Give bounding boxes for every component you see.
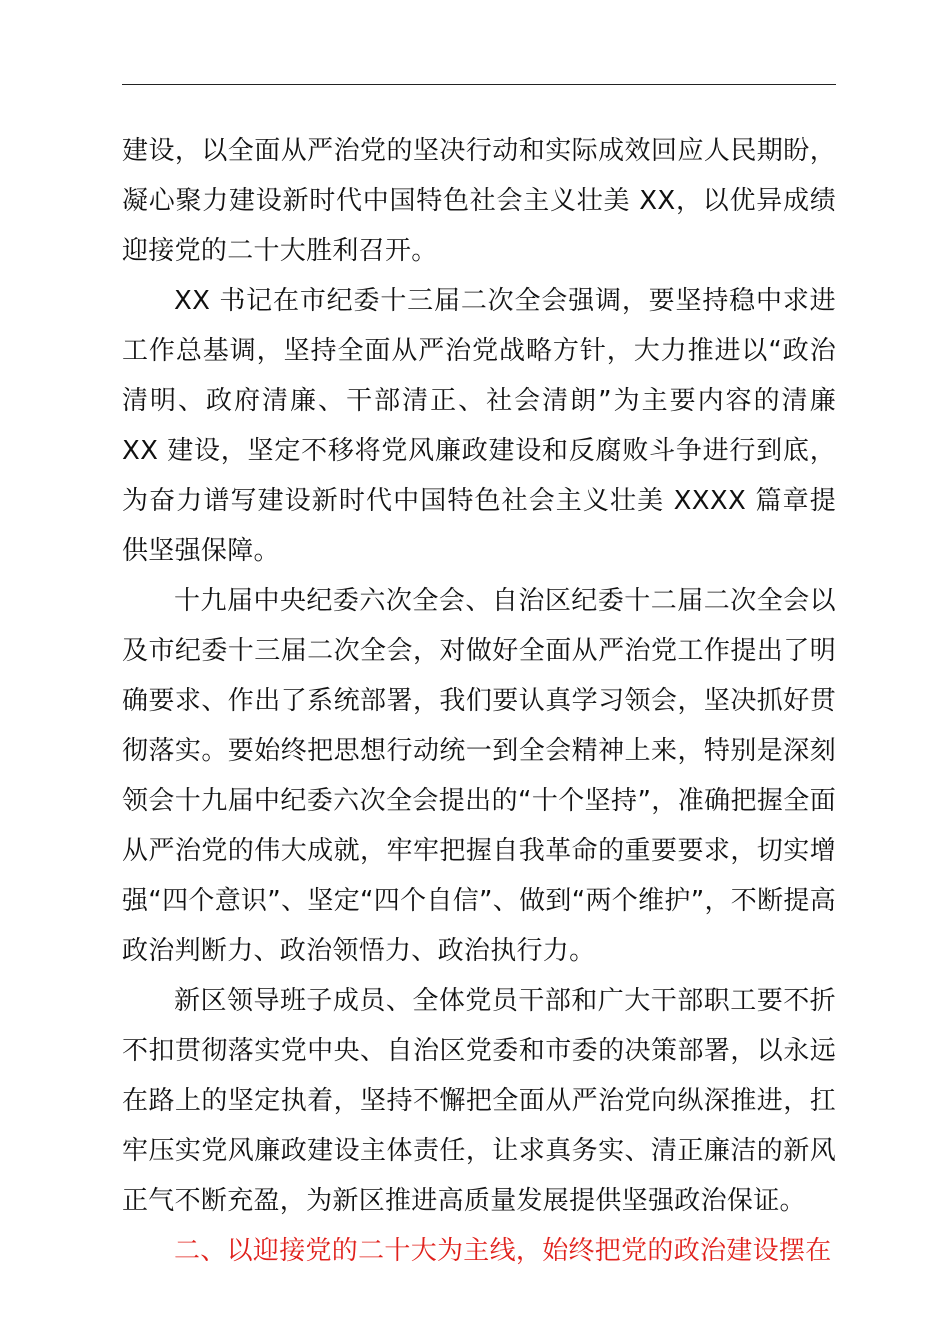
section-heading: 二、以迎接党的二十大为主线，始终把党的政治建设摆在: [174, 1236, 832, 1266]
paragraph-1: 建设，以全面从严治党的坚决行动和实际成效回应人民期盼，凝心聚力建设新时代中国特色社会主义壮美 XX，以优异成绩迎接党的二十大胜利召开。: [122, 136, 836, 266]
document-body: [122, 126, 836, 1276]
header-rule: [122, 84, 836, 85]
paragraph-4: 新区领导班子成员、全体党员干部和广大干部职工要不折不扣贯彻落实党中央、自治区党委和市委的决策部署，以永远在路上的坚定执着，坚持不懈把全面从严治党向纵深推进，扛牢压实党风廉政建设主体责任，让求真务实、清正廉洁的新风正气不断充盈，为新区推进高质量发展提供坚强政治保证。: [122, 986, 836, 1216]
paragraph-2: XX 书记在市纪委十三届二次全会强调，要坚持稳中求进工作总基调，坚持全面从严治党战略方针，大力推进以“政治清明、政府清廉、干部清正、社会清朗”为主要内容的清廉 XX 建设，坚定不移将党风廉政建设和反腐败斗争进行到底，为奋力谱写建设新时代中国特色社会主义壮美 XXXX 篇章提供坚强保障。: [122, 286, 836, 566]
paragraph-3: 十九届中央纪委六次全会、自治区纪委十二届二次全会以及市纪委十三届二次全会，对做好全面从严治党工作提出了明确要求、作出了系统部署，我们要认真学习领会，坚决抓好贯彻落实。要始终把思想行动统一到全会精神上来，特别是深刻领会十九届中纪委六次全会提出的“十个坚持”，准确把握全面从严治党的伟大成就，牢牢把握自我革命的重要要求，切实增强“四个意识”、坚定“四个自信”、做到“两个维护”，不断提高政治判断力、政治领悟力、政治执行力。: [122, 586, 836, 966]
